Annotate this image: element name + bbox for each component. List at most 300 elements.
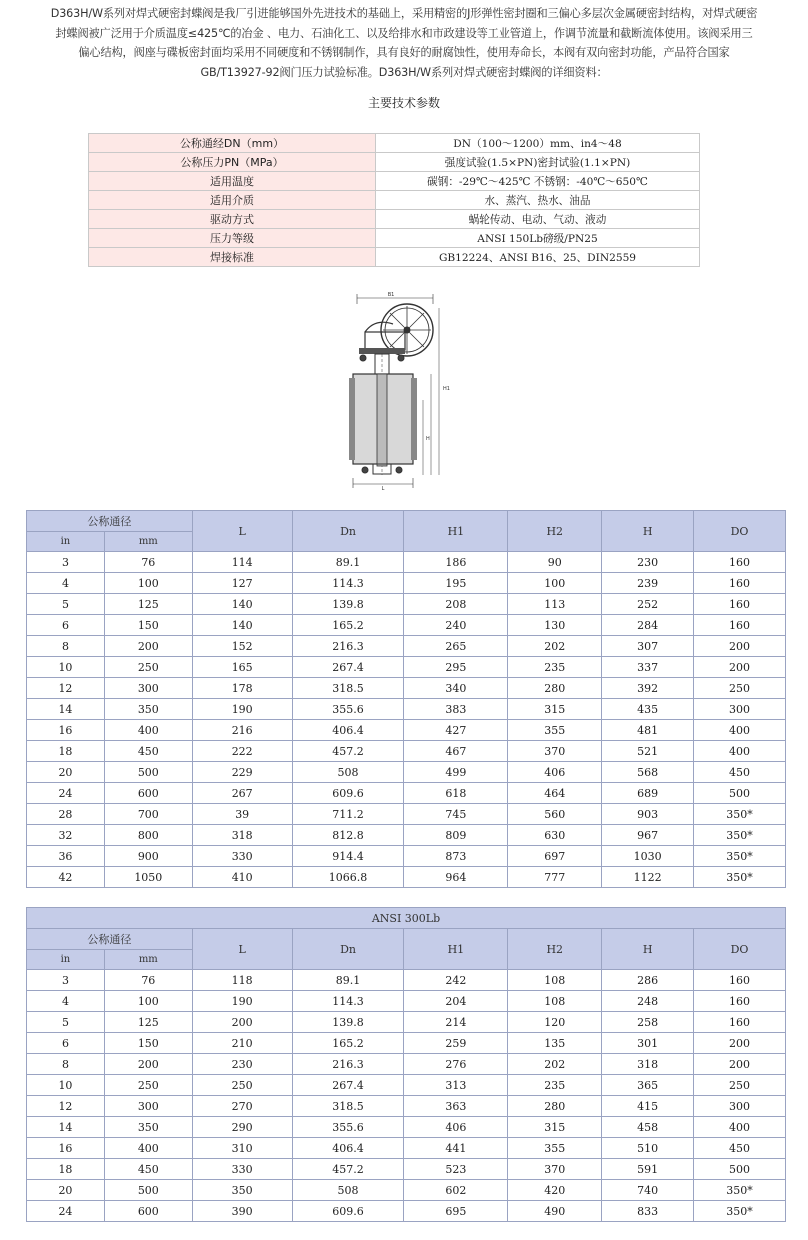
cell-h1: 214 xyxy=(404,1012,508,1033)
cell-h2: 315 xyxy=(508,1117,602,1138)
cell-l: 152 xyxy=(192,636,292,657)
cell-l: 200 xyxy=(192,1012,292,1033)
cell-l: 190 xyxy=(192,699,292,720)
cell-h: 967 xyxy=(602,825,694,846)
cell-l: 270 xyxy=(192,1096,292,1117)
cell-h2: 370 xyxy=(508,741,602,762)
table-row xyxy=(27,552,786,573)
cell-d0: 350* xyxy=(694,804,786,825)
cell-d0: 300 xyxy=(694,699,786,720)
cell-d0: 450 xyxy=(694,762,786,783)
table-row xyxy=(27,678,786,699)
table-row xyxy=(27,991,786,1012)
cell-d0: 200 xyxy=(694,1054,786,1075)
header-mm: mm xyxy=(104,950,192,970)
spec-row xyxy=(89,229,700,248)
cell-l: 330 xyxy=(192,1159,292,1180)
cell-dn: 609.6 xyxy=(292,783,404,804)
cell-h2: 113 xyxy=(508,594,602,615)
cell-dn: 812.8 xyxy=(292,825,404,846)
cell-l: 165 xyxy=(192,657,292,678)
cell-in: 12 xyxy=(27,678,105,699)
cell-l: 410 xyxy=(192,867,292,888)
table-row xyxy=(27,1138,786,1159)
header-nominal: 公称通径 xyxy=(27,511,193,532)
cell-h2: 108 xyxy=(508,970,602,991)
cell-d0: 500 xyxy=(694,1159,786,1180)
table-row xyxy=(27,825,786,846)
cell-l: 330 xyxy=(192,846,292,867)
spec-row xyxy=(89,248,700,267)
cell-d0: 350* xyxy=(694,846,786,867)
cell-in: 32 xyxy=(27,825,105,846)
cell-in: 4 xyxy=(27,573,105,594)
cell-d0: 160 xyxy=(694,970,786,991)
cell-h: 337 xyxy=(602,657,694,678)
header-h1: H1 xyxy=(404,929,508,970)
cell-h1: 313 xyxy=(404,1075,508,1096)
cell-l: 310 xyxy=(192,1138,292,1159)
cell-h1: 363 xyxy=(404,1096,508,1117)
cell-in: 18 xyxy=(27,741,105,762)
cell-h1: 618 xyxy=(404,783,508,804)
cell-in: 16 xyxy=(27,720,105,741)
cell-h: 392 xyxy=(602,678,694,699)
cell-h1: 295 xyxy=(404,657,508,678)
cell-h1: 240 xyxy=(404,615,508,636)
header-in: in xyxy=(27,532,105,552)
cell-l: 216 xyxy=(192,720,292,741)
intro-line: GB/T13927-92阀门压力试验标准。D363H/W系列对焊式硬密封蝶阀的详细资料： xyxy=(200,65,608,79)
header-h: H xyxy=(602,929,694,970)
valve-drawing xyxy=(335,290,455,490)
cell-in: 16 xyxy=(27,1138,105,1159)
cell-mm: 500 xyxy=(104,1180,192,1201)
cell-h2: 100 xyxy=(508,573,602,594)
cell-h1: 427 xyxy=(404,720,508,741)
cell-h2: 630 xyxy=(508,825,602,846)
table-row xyxy=(27,699,786,720)
table-row xyxy=(27,1012,786,1033)
dimension-label-b1: B1 xyxy=(387,292,395,298)
cell-d0: 400 xyxy=(694,720,786,741)
cell-h2: 108 xyxy=(508,991,602,1012)
cell-dn: 216.3 xyxy=(292,636,404,657)
cell-h2: 235 xyxy=(508,657,602,678)
spec-value: ANSI 150Lb磅级/PN25 xyxy=(376,229,700,248)
cell-d0: 160 xyxy=(694,552,786,573)
cell-h2: 490 xyxy=(508,1201,602,1222)
header-h1: H1 xyxy=(404,511,508,552)
spec-label: 适用介质 xyxy=(89,191,376,210)
spec-value: DN（100～1200）mm、in4～48 xyxy=(376,134,700,153)
cell-h1: 809 xyxy=(404,825,508,846)
cell-h: 252 xyxy=(602,594,694,615)
dimensions-table-150lb xyxy=(26,510,786,888)
cell-h1: 242 xyxy=(404,970,508,991)
cell-dn: 406.4 xyxy=(292,720,404,741)
table-row xyxy=(27,573,786,594)
table-row xyxy=(27,1033,786,1054)
cell-in: 42 xyxy=(27,867,105,888)
cell-l: 229 xyxy=(192,762,292,783)
section-title: 主要技术参数 xyxy=(367,96,440,110)
cell-mm: 900 xyxy=(104,846,192,867)
dimensions-table-300lb xyxy=(26,907,786,1222)
header-l: L xyxy=(192,511,292,552)
header-in: in xyxy=(27,950,105,970)
cell-d0: 160 xyxy=(694,594,786,615)
header-h2: H2 xyxy=(508,511,602,552)
cell-h: 689 xyxy=(602,783,694,804)
cell-h: 365 xyxy=(602,1075,694,1096)
cell-h1: 383 xyxy=(404,699,508,720)
cell-in: 3 xyxy=(27,552,105,573)
cell-l: 190 xyxy=(192,991,292,1012)
dimension-label-h1: H1 xyxy=(443,386,450,392)
table-row xyxy=(27,720,786,741)
cell-l: 127 xyxy=(192,573,292,594)
table-row xyxy=(27,1054,786,1075)
cell-dn: 406.4 xyxy=(292,1138,404,1159)
cell-h: 301 xyxy=(602,1033,694,1054)
cell-h: 318 xyxy=(602,1054,694,1075)
cell-in: 3 xyxy=(27,970,105,991)
cell-h: 510 xyxy=(602,1138,694,1159)
cell-in: 5 xyxy=(27,1012,105,1033)
spec-value: 强度试验(1.5×PN)密封试验(1.1×PN) xyxy=(376,153,700,172)
cell-h2: 90 xyxy=(508,552,602,573)
cell-in: 36 xyxy=(27,846,105,867)
cell-in: 12 xyxy=(27,1096,105,1117)
intro-line: 封蝶阀被广泛用于介质温度≤425℃的冶金 、电力、石油化工、以及给排水和市政建设等工业管道上，作调节流量和截断流体使用。该阀采用三 xyxy=(55,26,753,40)
cell-dn: 508 xyxy=(292,762,404,783)
cell-in: 10 xyxy=(27,657,105,678)
spec-row xyxy=(89,191,700,210)
cell-mm: 300 xyxy=(104,1096,192,1117)
cell-in: 4 xyxy=(27,991,105,1012)
cell-h1: 259 xyxy=(404,1033,508,1054)
cell-l: 210 xyxy=(192,1033,292,1054)
table-row xyxy=(27,846,786,867)
cell-l: 222 xyxy=(192,741,292,762)
cell-h1: 602 xyxy=(404,1180,508,1201)
spec-label: 公称通经DN（mm） xyxy=(89,134,376,153)
cell-in: 8 xyxy=(27,1054,105,1075)
cell-dn: 89.1 xyxy=(292,970,404,991)
cell-h1: 340 xyxy=(404,678,508,699)
table-row xyxy=(27,970,786,991)
cell-h2: 202 xyxy=(508,1054,602,1075)
spec-row xyxy=(89,172,700,191)
table-row xyxy=(27,1117,786,1138)
cell-h1: 745 xyxy=(404,804,508,825)
cell-mm: 800 xyxy=(104,825,192,846)
cell-in: 6 xyxy=(27,1033,105,1054)
cell-d0: 160 xyxy=(694,573,786,594)
cell-d0: 200 xyxy=(694,1033,786,1054)
cell-h: 230 xyxy=(602,552,694,573)
cell-h: 521 xyxy=(602,741,694,762)
cell-h2: 120 xyxy=(508,1012,602,1033)
cell-dn: 1066.8 xyxy=(292,867,404,888)
cell-l: 114 xyxy=(192,552,292,573)
cell-dn: 216.3 xyxy=(292,1054,404,1075)
intro-line: 偏心结构，阀座与碟板密封面均采用不同硬度和不锈钢制作，具有良好的耐腐蚀性，使用寿命长，本阀有双向密封功能，产品符合国家 xyxy=(78,46,730,60)
cell-h1: 695 xyxy=(404,1201,508,1222)
cell-d0: 350* xyxy=(694,825,786,846)
cell-mm: 700 xyxy=(104,804,192,825)
table-row xyxy=(27,1159,786,1180)
cell-d0: 350* xyxy=(694,867,786,888)
cell-h2: 202 xyxy=(508,636,602,657)
cell-d0: 450 xyxy=(694,1138,786,1159)
cell-h2: 135 xyxy=(508,1033,602,1054)
spec-label: 驱动方式 xyxy=(89,210,376,229)
cell-dn: 139.8 xyxy=(292,1012,404,1033)
cell-h1: 186 xyxy=(404,552,508,573)
cell-in: 6 xyxy=(27,615,105,636)
cell-dn: 609.6 xyxy=(292,1201,404,1222)
header-h: H xyxy=(602,511,694,552)
cell-l: 118 xyxy=(192,970,292,991)
cell-h: 239 xyxy=(602,573,694,594)
cell-mm: 200 xyxy=(104,636,192,657)
cell-mm: 500 xyxy=(104,762,192,783)
spec-value: 蜗轮传动、电动、气动、液动 xyxy=(376,210,700,229)
header-dn: Dn xyxy=(292,929,404,970)
cell-dn: 355.6 xyxy=(292,699,404,720)
cell-h2: 464 xyxy=(508,783,602,804)
cell-h2: 420 xyxy=(508,1180,602,1201)
spec-label: 适用温度 xyxy=(89,172,376,191)
cell-dn: 318.5 xyxy=(292,678,404,699)
cell-dn: 89.1 xyxy=(292,552,404,573)
cell-d0: 400 xyxy=(694,741,786,762)
cell-h: 284 xyxy=(602,615,694,636)
cell-mm: 1050 xyxy=(104,867,192,888)
header-h2: H2 xyxy=(508,929,602,970)
cell-h2: 315 xyxy=(508,699,602,720)
cell-dn: 114.3 xyxy=(292,573,404,594)
cell-h2: 355 xyxy=(508,720,602,741)
cell-dn: 457.2 xyxy=(292,1159,404,1180)
cell-h: 286 xyxy=(602,970,694,991)
cell-d0: 200 xyxy=(694,657,786,678)
cell-in: 10 xyxy=(27,1075,105,1096)
cell-mm: 450 xyxy=(104,1159,192,1180)
cell-h1: 265 xyxy=(404,636,508,657)
cell-h2: 235 xyxy=(508,1075,602,1096)
table-row xyxy=(27,594,786,615)
intro-line: D363H/W系列对焊式硬密封蝶阀是我厂引进能够国外先进技术的基础上，采用精密的J形弹性密封圈和三偏心多层次金属硬密封结构，对焊式硬密 xyxy=(50,7,758,20)
cell-in: 24 xyxy=(27,1201,105,1222)
spec-row xyxy=(89,210,700,229)
spec-row xyxy=(89,153,700,172)
table-row xyxy=(27,804,786,825)
cell-mm: 150 xyxy=(104,615,192,636)
cell-h1: 208 xyxy=(404,594,508,615)
table-row xyxy=(27,741,786,762)
intro-paragraph xyxy=(6,4,802,82)
cell-mm: 350 xyxy=(104,699,192,720)
cell-l: 39 xyxy=(192,804,292,825)
cell-dn: 711.2 xyxy=(292,804,404,825)
cell-dn: 457.2 xyxy=(292,741,404,762)
cell-h: 903 xyxy=(602,804,694,825)
cell-d0: 160 xyxy=(694,1012,786,1033)
table-row xyxy=(27,1075,786,1096)
cell-mm: 100 xyxy=(104,573,192,594)
cell-h2: 697 xyxy=(508,846,602,867)
cell-dn: 114.3 xyxy=(292,991,404,1012)
cell-mm: 300 xyxy=(104,678,192,699)
cell-mm: 400 xyxy=(104,720,192,741)
cell-dn: 914.4 xyxy=(292,846,404,867)
header-d0: DO xyxy=(694,511,786,552)
header-l: L xyxy=(192,929,292,970)
cell-h1: 204 xyxy=(404,991,508,1012)
cell-d0: 350* xyxy=(694,1180,786,1201)
cell-d0: 250 xyxy=(694,1075,786,1096)
table-row xyxy=(27,615,786,636)
cell-l: 140 xyxy=(192,615,292,636)
cell-h2: 560 xyxy=(508,804,602,825)
cell-h: 435 xyxy=(602,699,694,720)
cell-mm: 76 xyxy=(104,552,192,573)
cell-dn: 355.6 xyxy=(292,1117,404,1138)
cell-h1: 276 xyxy=(404,1054,508,1075)
table-title: ANSI 300Lb xyxy=(27,908,786,929)
cell-h: 1122 xyxy=(602,867,694,888)
cell-h2: 406 xyxy=(508,762,602,783)
cell-dn: 318.5 xyxy=(292,1096,404,1117)
cell-l: 350 xyxy=(192,1180,292,1201)
spec-label: 焊接标准 xyxy=(89,248,376,267)
cell-d0: 500 xyxy=(694,783,786,804)
cell-dn: 508 xyxy=(292,1180,404,1201)
table-row xyxy=(27,1096,786,1117)
cell-mm: 450 xyxy=(104,741,192,762)
cell-l: 140 xyxy=(192,594,292,615)
cell-mm: 250 xyxy=(104,1075,192,1096)
cell-h2: 370 xyxy=(508,1159,602,1180)
cell-mm: 100 xyxy=(104,991,192,1012)
table-row xyxy=(27,762,786,783)
cell-h: 740 xyxy=(602,1180,694,1201)
cell-dn: 267.4 xyxy=(292,657,404,678)
cell-h1: 406 xyxy=(404,1117,508,1138)
cell-in: 20 xyxy=(27,1180,105,1201)
cell-mm: 150 xyxy=(104,1033,192,1054)
header-dn: Dn xyxy=(292,511,404,552)
spec-label: 压力等级 xyxy=(89,229,376,248)
table-row xyxy=(27,783,786,804)
cell-h: 307 xyxy=(602,636,694,657)
header-d0: DO xyxy=(694,929,786,970)
cell-h1: 195 xyxy=(404,573,508,594)
table-row xyxy=(27,1201,786,1222)
header-mm: mm xyxy=(104,532,192,552)
spec-value: 水、蒸汽、热水、油品 xyxy=(376,191,700,210)
spec-value: 碳钢：-29℃～425℃ 不锈钢：-40℃～650℃ xyxy=(376,172,700,191)
cell-h2: 777 xyxy=(508,867,602,888)
cell-h: 568 xyxy=(602,762,694,783)
cell-h: 833 xyxy=(602,1201,694,1222)
cell-mm: 200 xyxy=(104,1054,192,1075)
cell-mm: 400 xyxy=(104,1138,192,1159)
cell-h: 591 xyxy=(602,1159,694,1180)
cell-mm: 600 xyxy=(104,1201,192,1222)
table-row xyxy=(27,867,786,888)
cell-l: 318 xyxy=(192,825,292,846)
table-row xyxy=(27,636,786,657)
cell-h1: 441 xyxy=(404,1138,508,1159)
cell-mm: 250 xyxy=(104,657,192,678)
cell-l: 267 xyxy=(192,783,292,804)
cell-dn: 267.4 xyxy=(292,1075,404,1096)
spec-row xyxy=(89,134,700,153)
dimension-label-h: H xyxy=(426,436,430,442)
cell-h: 258 xyxy=(602,1012,694,1033)
cell-h: 248 xyxy=(602,991,694,1012)
cell-l: 250 xyxy=(192,1075,292,1096)
cell-mm: 350 xyxy=(104,1117,192,1138)
cell-d0: 160 xyxy=(694,991,786,1012)
cell-in: 14 xyxy=(27,699,105,720)
cell-d0: 160 xyxy=(694,615,786,636)
cell-in: 18 xyxy=(27,1159,105,1180)
cell-h1: 523 xyxy=(404,1159,508,1180)
cell-mm: 76 xyxy=(104,970,192,991)
cell-l: 290 xyxy=(192,1117,292,1138)
cell-h: 458 xyxy=(602,1117,694,1138)
cell-d0: 250 xyxy=(694,678,786,699)
cell-in: 5 xyxy=(27,594,105,615)
cell-in: 14 xyxy=(27,1117,105,1138)
cell-h: 481 xyxy=(602,720,694,741)
cell-d0: 350* xyxy=(694,1201,786,1222)
cell-l: 390 xyxy=(192,1201,292,1222)
cell-h2: 130 xyxy=(508,615,602,636)
cell-d0: 200 xyxy=(694,636,786,657)
cell-mm: 125 xyxy=(104,594,192,615)
cell-h: 415 xyxy=(602,1096,694,1117)
cell-h: 1030 xyxy=(602,846,694,867)
cell-d0: 400 xyxy=(694,1117,786,1138)
cell-dn: 165.2 xyxy=(292,1033,404,1054)
cell-mm: 600 xyxy=(104,783,192,804)
cell-h1: 873 xyxy=(404,846,508,867)
cell-l: 178 xyxy=(192,678,292,699)
cell-h1: 964 xyxy=(404,867,508,888)
cell-in: 28 xyxy=(27,804,105,825)
dimension-label-l: L xyxy=(381,486,385,490)
cell-d0: 300 xyxy=(694,1096,786,1117)
header-nominal: 公称通径 xyxy=(27,929,193,950)
cell-h2: 280 xyxy=(508,678,602,699)
cell-h2: 280 xyxy=(508,1096,602,1117)
cell-in: 8 xyxy=(27,636,105,657)
spec-label: 公称压力PN（MPa） xyxy=(89,153,376,172)
cell-h2: 355 xyxy=(508,1138,602,1159)
cell-h1: 467 xyxy=(404,741,508,762)
cell-dn: 139.8 xyxy=(292,594,404,615)
cell-l: 230 xyxy=(192,1054,292,1075)
spec-value: GB12224、ANSI B16、25、DIN2559 xyxy=(376,248,700,267)
cell-mm: 125 xyxy=(104,1012,192,1033)
table-row xyxy=(27,1180,786,1201)
